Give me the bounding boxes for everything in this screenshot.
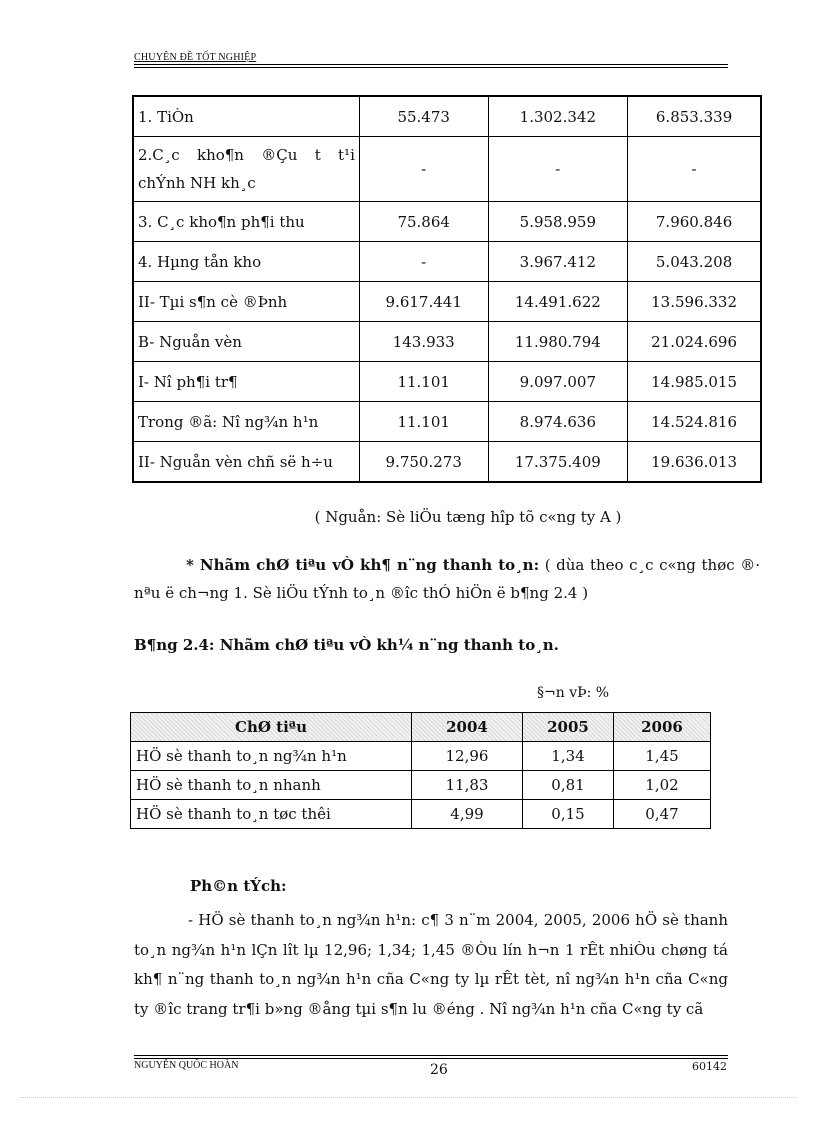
value-2004: 11.101 — [359, 402, 488, 442]
row-label: II- Nguån vèn chñ së h÷u — [133, 442, 359, 483]
value-2004: 9.750.273 — [359, 442, 488, 483]
value-2006: 5.043.208 — [628, 242, 761, 282]
analysis-title: Ph©n tÝch: — [190, 877, 287, 895]
value-2006: - — [628, 137, 761, 202]
liquidity-intro-text: ( dùa theo c¸c c«ng thøc ®· nªu ë ch¬ng 1. Sè liÖu tÝnh to¸n ®îc thÓ hiÖn ë b¶ng 2.4 ) — [134, 556, 761, 602]
table-row — [133, 322, 761, 362]
row-label: HÖ sè thanh to¸n tøc thêi — [131, 800, 412, 829]
table-row — [133, 202, 761, 242]
value-2006: 6.853.339 — [628, 96, 761, 137]
value-2006: 13.596.332 — [628, 282, 761, 322]
table-row — [133, 242, 761, 282]
value-2006: 19.636.013 — [628, 442, 761, 483]
value-2004: 75.864 — [359, 202, 488, 242]
value-2006: 1,02 — [614, 771, 711, 800]
value-2004: 143.933 — [359, 322, 488, 362]
value-2004: - — [359, 242, 488, 282]
value-2006: 7.960.846 — [628, 202, 761, 242]
table-row — [131, 771, 711, 800]
liquidity-intro-paragraph — [134, 551, 760, 607]
source-note: ( Nguån: Sè liÖu tæng hîp tõ c«ng ty A ) — [314, 508, 622, 526]
liquidity-intro-heading: * Nhãm chØ tiªu vÒ kh¶ n¨ng thanh to¸n: — [186, 556, 540, 574]
value-2005: 1.302.342 — [488, 96, 628, 137]
footer-rule-double — [134, 1058, 728, 1059]
value-2005: 0,81 — [523, 771, 614, 800]
table-header-row — [131, 713, 711, 742]
unit-label: §¬n vÞ: % — [537, 685, 610, 701]
header-title: CHUYÊN ĐỀ TỐT NGHIỆP — [134, 52, 257, 63]
analysis-body: - HÖ sè thanh to¸n ng¾n h¹n: c¶ 3 n¨m 2004, 2005, 2006 hÖ sè thanh to¸n ng¾n h¹n lÇn lît lµ 12,96; 1,34; 1,45 ®Òu lín h¬n 1 rÊt nhiÒu chøng tá kh¶ n¨ng thanh to¸n ng¾n h¹n cña C«ng ty lµ rÊt tèt, nî ng¾n h¹n cña C«ng ty ®îc trang tr¶i b»ng ®ång tµi s¶n lu ®éng . Nî ng¾n h¹n cña C«ng ty cã — [134, 911, 728, 1018]
value-2004: 9.617.441 — [359, 282, 488, 322]
footer-rule — [134, 1055, 728, 1056]
row-label: 3. C¸c kho¶n ph¶i thu — [133, 202, 359, 242]
footer-code: 60142 — [692, 1060, 727, 1073]
header-rule — [134, 64, 728, 65]
row-label: HÖ sè thanh to¸n ng¾n h¹n — [131, 742, 412, 771]
balance-table — [132, 95, 762, 483]
table-row — [131, 742, 711, 771]
value-2005: 8.974.636 — [488, 402, 628, 442]
table-row — [131, 800, 711, 829]
value-2004: 4,99 — [412, 800, 523, 829]
value-2006: 1,45 — [614, 742, 711, 771]
value-2004: 12,96 — [412, 742, 523, 771]
value-2004: 55.473 — [359, 96, 488, 137]
value-2005: 9.097.007 — [488, 362, 628, 402]
value-2005: 5.958.959 — [488, 202, 628, 242]
liquidity-table — [130, 712, 711, 829]
value-2006: 0,47 — [614, 800, 711, 829]
value-2004: 11,83 — [412, 771, 523, 800]
footer-author: NGUYỄN QUỐC HOÀN — [134, 1060, 239, 1071]
row-label: B- Nguån vèn — [133, 322, 359, 362]
value-2006: 14.524.816 — [628, 402, 761, 442]
page-bottom-edge — [20, 1097, 796, 1098]
table-row — [133, 137, 761, 202]
value-2005: 3.967.412 — [488, 242, 628, 282]
value-2004: - — [359, 137, 488, 202]
table-row — [133, 282, 761, 322]
table-row — [133, 96, 761, 137]
header-indicator: ChØ tiªu — [131, 713, 412, 742]
value-2005: 14.491.622 — [488, 282, 628, 322]
row-label: 1. TiÒn — [133, 96, 359, 137]
table-caption: B¶ng 2.4: Nhãm chØ tiªu vÒ kh¼ n¨ng thanh to¸n. — [134, 636, 559, 654]
table-row — [133, 442, 761, 483]
row-label: 4. Hµng tån kho — [133, 242, 359, 282]
value-2006: 21.024.696 — [628, 322, 761, 362]
row-label: Trong ®ã: Nî ng¾n h¹n — [133, 402, 359, 442]
value-2005: - — [488, 137, 628, 202]
row-label: I- Nî ph¶i tr¶ — [133, 362, 359, 402]
header-2004: 2004 — [412, 713, 523, 742]
value-2005: 0,15 — [523, 800, 614, 829]
value-2006: 14.985.015 — [628, 362, 761, 402]
table-row — [133, 362, 761, 402]
table-row — [133, 402, 761, 442]
row-label: HÖ sè thanh to¸n nhanh — [131, 771, 412, 800]
page-number: 26 — [430, 1062, 448, 1078]
header-2006: 2006 — [614, 713, 711, 742]
value-2005: 17.375.409 — [488, 442, 628, 483]
value-2005: 11.980.794 — [488, 322, 628, 362]
header-rule-double — [134, 67, 728, 68]
value-2004: 11.101 — [359, 362, 488, 402]
value-2005: 1,34 — [523, 742, 614, 771]
row-label: 2.C¸c kho¶n ®Çu t t¹i chÝnh NH kh¸c — [133, 137, 359, 202]
header-2005: 2005 — [523, 713, 614, 742]
row-label: II- Tµi s¶n cè ®Þnh — [133, 282, 359, 322]
